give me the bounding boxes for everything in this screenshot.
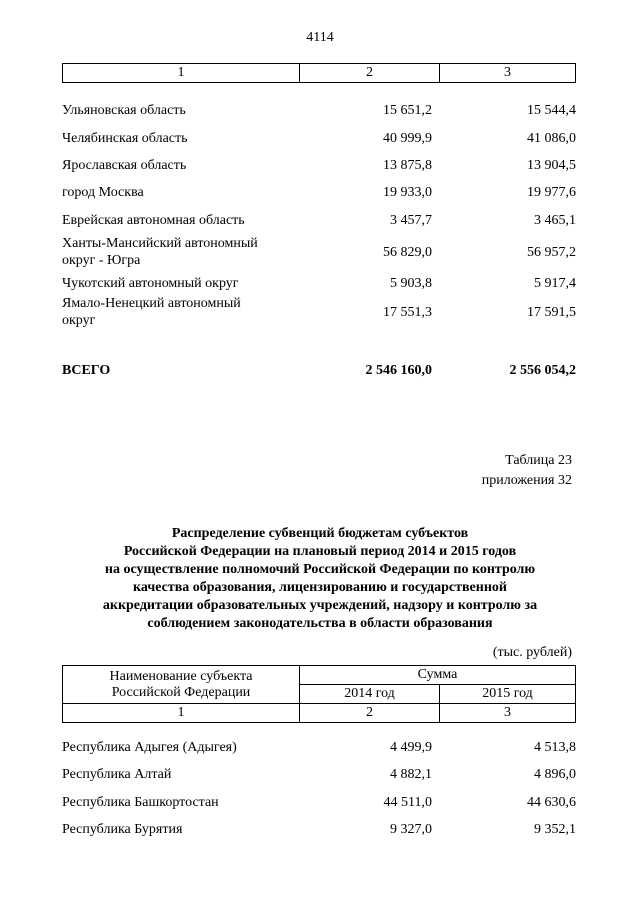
page-number: 4114 bbox=[306, 30, 334, 45]
appendix-number: приложения 32 bbox=[481, 473, 572, 488]
region-name: Республика Башкортостан bbox=[62, 795, 219, 810]
region-name: Ханты-Мансийский автономный округ - Югра bbox=[62, 236, 258, 268]
header-2014: 2014 год bbox=[300, 685, 440, 704]
region-name: Республика Бурятия bbox=[62, 822, 183, 837]
region-name: город Москва bbox=[62, 185, 144, 200]
value-2015: 17 591,5 bbox=[527, 305, 576, 320]
region-name: Еврейская автономная область bbox=[62, 213, 245, 228]
table-number: Таблица 23 bbox=[505, 453, 572, 468]
total-2014: 2 546 160,0 bbox=[365, 363, 432, 378]
region-name: Республика Адыгея (Адыгея) bbox=[62, 740, 237, 755]
value-2014: 4 499,9 bbox=[390, 740, 432, 755]
value-2014: 9 327,0 bbox=[390, 822, 432, 837]
header-region-line1: Наименование субъекта bbox=[109, 668, 253, 684]
header-region-line2: Российской Федерации bbox=[111, 684, 251, 700]
value-2015: 4 896,0 bbox=[534, 767, 576, 782]
region-name: Челябинская область bbox=[62, 131, 188, 146]
table1-column-numbers bbox=[62, 63, 576, 83]
region-name: Ульяновская область bbox=[62, 103, 186, 118]
region-name: Чукотский автономный округ bbox=[62, 276, 239, 291]
value-2015: 15 544,4 bbox=[527, 103, 576, 118]
title-line: соблюдением законодательства в области образования bbox=[147, 616, 493, 631]
title-line: качества образования, лицензированию и государственной bbox=[133, 580, 507, 595]
value-2014: 44 511,0 bbox=[383, 795, 432, 810]
value-2015: 44 630,6 bbox=[527, 795, 576, 810]
region-name: Ямало-Ненецкий автономный округ bbox=[62, 296, 241, 328]
table2-col-number-2: 2 bbox=[300, 704, 440, 723]
value-2014: 17 551,3 bbox=[383, 305, 432, 320]
value-2015: 41 086,0 bbox=[527, 131, 576, 146]
table-reference bbox=[482, 451, 572, 491]
table-title bbox=[100, 525, 540, 633]
title-line: аккредитации образовательных учреждений, надзору и контролю за bbox=[102, 598, 538, 613]
table1-col-number-2: 2 bbox=[300, 64, 440, 83]
table1-col-number-3: 3 bbox=[440, 64, 576, 83]
region-name: Ярославская область bbox=[62, 158, 187, 173]
value-2014: 13 875,8 bbox=[383, 158, 432, 173]
value-2014: 40 999,9 bbox=[383, 131, 432, 146]
value-2015: 5 917,4 bbox=[534, 276, 576, 291]
value-2015: 3 465,1 bbox=[534, 213, 576, 228]
title-line: Распределение субвенций бюджетам субъектов bbox=[171, 526, 469, 541]
table2-col-number-3: 3 bbox=[440, 704, 576, 723]
title-line: Российской Федерации на плановый период 2014 и 2015 годов bbox=[123, 544, 517, 559]
header-region-name bbox=[63, 666, 300, 704]
title-line: на осуществление полномочий Российской Федерации по контролю bbox=[104, 562, 536, 577]
value-2014: 19 933,0 bbox=[383, 185, 432, 200]
value-2015: 56 957,2 bbox=[527, 245, 576, 260]
table2-col-number-1: 1 bbox=[63, 704, 300, 723]
value-2015: 13 904,5 bbox=[527, 158, 576, 173]
value-2014: 4 882,1 bbox=[390, 767, 432, 782]
value-2015: 19 977,6 bbox=[527, 185, 576, 200]
header-2015: 2015 год bbox=[440, 685, 576, 704]
value-2014: 5 903,8 bbox=[390, 276, 432, 291]
table2-header bbox=[62, 665, 576, 723]
value-2014: 56 829,0 bbox=[383, 245, 432, 260]
value-2015: 4 513,8 bbox=[534, 740, 576, 755]
region-name: Республика Алтай bbox=[62, 767, 172, 782]
total-label: ВСЕГО bbox=[62, 363, 111, 378]
value-2015: 9 352,1 bbox=[534, 822, 576, 837]
table1-col-number-1: 1 bbox=[63, 64, 300, 83]
value-2014: 3 457,7 bbox=[390, 213, 432, 228]
total-2015: 2 556 054,2 bbox=[509, 363, 576, 378]
value-2014: 15 651,2 bbox=[383, 103, 432, 118]
header-sum: Сумма bbox=[300, 666, 576, 685]
units-label: (тыс. рублей) bbox=[492, 645, 572, 660]
